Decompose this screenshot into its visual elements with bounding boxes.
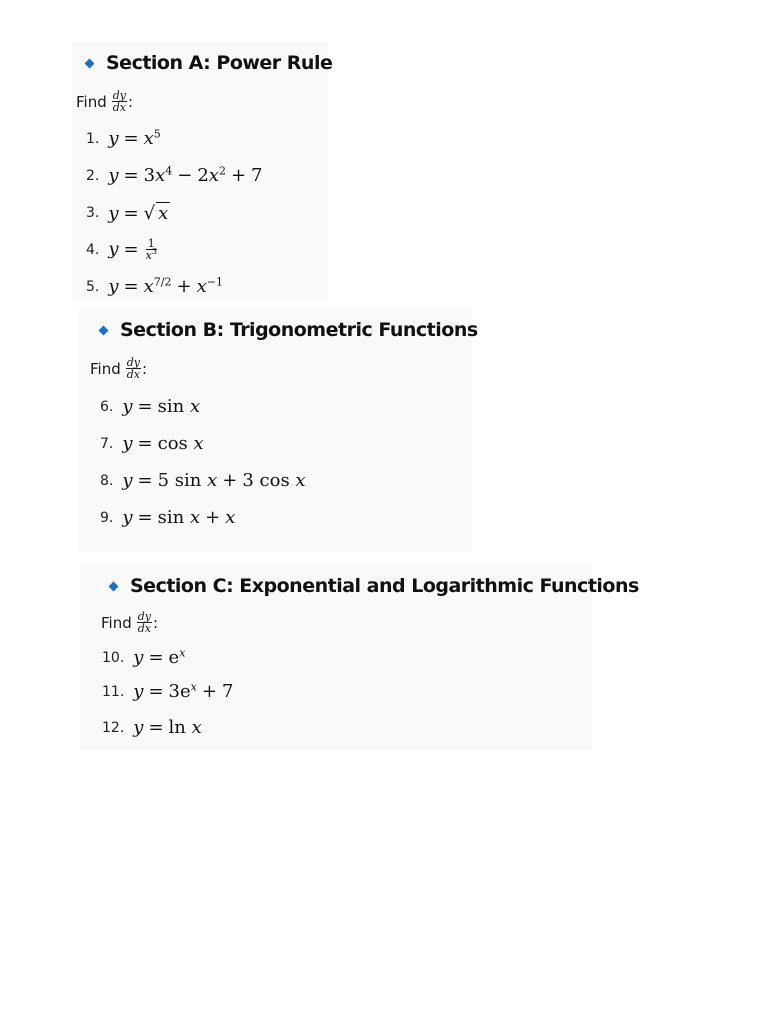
problem-item — [102, 717, 202, 738]
problem-number: 5. — [86, 278, 100, 295]
fraction-numerator: dy — [137, 610, 151, 623]
problem-number: 1. — [86, 130, 100, 147]
problem-number: 3. — [86, 205, 100, 221]
problem-expression: y = ln x — [133, 717, 202, 738]
problem-number: 7. — [100, 435, 114, 452]
diamond-bullet-icon — [85, 58, 95, 68]
problem-number: 2. — [86, 167, 100, 184]
problem-item — [86, 238, 159, 261]
problem-item — [102, 681, 233, 702]
find-suffix: : — [128, 92, 134, 111]
problem-item — [86, 202, 170, 224]
find-suffix: : — [153, 613, 159, 632]
problem-number: 11. — [102, 683, 125, 700]
problem-number: 8. — [100, 472, 114, 489]
section-c-heading — [110, 575, 639, 597]
dy-dx-fraction — [112, 90, 127, 113]
find-label: Find — [101, 613, 132, 632]
problem-item — [86, 165, 262, 186]
find-suffix: : — [142, 359, 148, 378]
problem-number: 4. — [86, 241, 100, 258]
problem-item — [86, 128, 161, 149]
problem-expression: $y = 3x^4 - 2x^2 + 7$ — [108, 164, 263, 186]
problem-expression: $y = x^5$ — [108, 127, 161, 149]
diamond-bullet-icon — [99, 325, 109, 335]
find-derivative-prompt — [101, 611, 158, 634]
problem-item — [86, 276, 223, 297]
find-label: Find — [90, 359, 121, 378]
problem-number: 9. — [100, 509, 114, 526]
problem-expression: y = sin x + x — [122, 507, 236, 528]
section-b-heading — [100, 319, 478, 341]
section-c-title: Section C: Exponential and Logarithmic Functions — [130, 575, 639, 597]
find-label: Find — [76, 92, 107, 111]
fraction-numerator: dy — [112, 89, 126, 102]
problem-number: 12. — [102, 719, 125, 736]
problem-expression: $y = e^x$ — [133, 646, 186, 668]
problem-expression: y = √ x — [108, 203, 169, 224]
problem-item — [100, 470, 306, 491]
diamond-bullet-icon — [109, 581, 119, 591]
problem-expression: $y = 3e^x + 7$ — [133, 680, 234, 702]
dy-dx-fraction — [126, 357, 141, 380]
problem-number: 6. — [100, 398, 114, 415]
problem-expression: y = $\frac{1}{x^3}$ — [108, 237, 157, 262]
problem-expression: $y = x^{7/2} + x^{-1}$ — [108, 275, 223, 297]
section-b-title: Section B: Trigonometric Functions — [120, 319, 478, 341]
problem-item — [100, 433, 204, 454]
find-derivative-prompt — [90, 357, 147, 380]
fraction-denominator: dx — [137, 622, 151, 635]
problem-number: 10. — [102, 649, 125, 666]
fraction-denominator: dx — [126, 368, 140, 381]
problem-item — [100, 396, 200, 417]
section-a-heading — [86, 52, 332, 74]
fraction-denominator: dx — [112, 101, 126, 114]
problem-item — [102, 647, 185, 668]
section-a-title: Section A: Power Rule — [106, 52, 333, 74]
problem-expression: y = cos x — [122, 433, 204, 454]
fraction-numerator: dy — [126, 356, 140, 369]
problem-item — [100, 507, 235, 528]
problem-expression: y = 5 sin x + 3 cos x — [122, 470, 306, 491]
dy-dx-fraction — [137, 611, 152, 634]
problem-expression: y = sin x — [122, 396, 201, 417]
find-derivative-prompt — [76, 90, 133, 113]
